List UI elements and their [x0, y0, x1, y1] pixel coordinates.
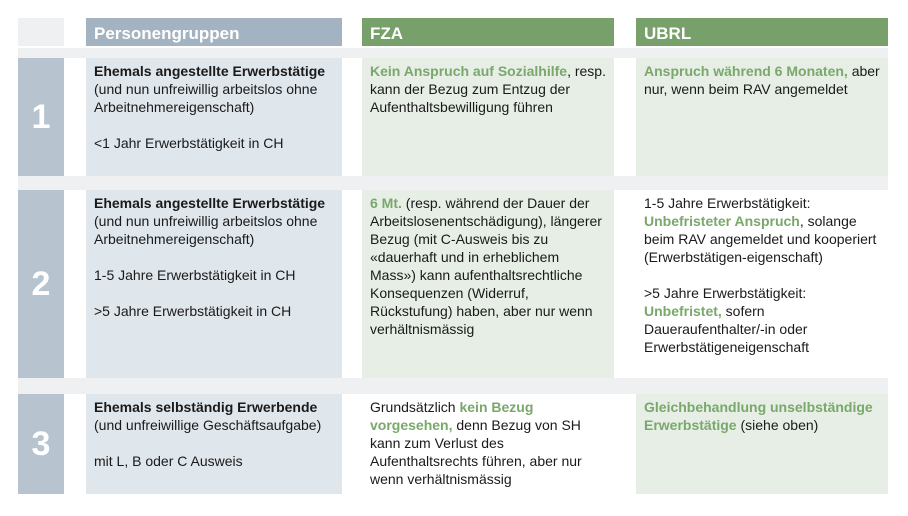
row-number: 3	[18, 394, 64, 494]
ubrl-highlight: Unbefristet,	[644, 303, 722, 319]
header-ubrl: UBRL	[636, 18, 888, 46]
group-cell	[86, 394, 342, 494]
group-extra: >5 Jahre Erwerbstätigkeit in CH	[94, 303, 292, 319]
fza-cell	[362, 58, 614, 176]
fza-pre: Grundsätzlich	[370, 399, 460, 415]
group-extra: mit L, B oder C Ausweis	[94, 453, 243, 469]
ubrl-text: (siehe oben)	[736, 417, 819, 433]
fza-text: , resp. kann der Bezug zum Entzug der Aufenthaltsbewilligung führen	[370, 63, 606, 115]
ubrl-highlight: Anspruch während 6 Monaten,	[644, 63, 848, 79]
fza-highlight: Kein Anspruch auf Sozialhilfe	[370, 63, 568, 79]
fza-highlight: kein Bezug vorgesehen,	[370, 399, 534, 433]
fza-highlight: 6 Mt.	[370, 195, 402, 211]
ubrl-highlight: Gleichbehandlung unselbständige Erwerbstätige	[644, 399, 873, 433]
fza-cell	[362, 190, 614, 378]
row-gap	[18, 176, 888, 190]
group-cell	[86, 58, 342, 176]
row-gap	[18, 48, 888, 58]
group-title: Ehemals selbständig Erwerbende	[94, 399, 318, 415]
ubrl-text: sofern Daueraufenthalter/-in oder Erwerbstätigeneigenschaft	[644, 303, 809, 355]
group-title: Ehemals angestellte Erwerbstätige	[94, 63, 326, 79]
row-number: 2	[18, 190, 64, 378]
ubrl-text: , solange beim RAV angemeldet und kooperiert (Erwerbstätigen-eigenschaft)	[644, 213, 877, 265]
ubrl-cell	[636, 394, 888, 494]
group-detail: (und unfreiwillige Geschäftsaufgabe)	[94, 417, 322, 433]
ubrl-highlight: Unbefristeter Anspruch	[644, 213, 800, 229]
ubrl-cell	[636, 190, 888, 378]
ubrl-cell	[636, 58, 888, 176]
ubrl-text: aber nur, wenn beim RAV angemeldet	[644, 63, 880, 97]
group-title: Ehemals angestellte Erwerbstätige	[94, 195, 326, 211]
fza-text: (resp. während der Dauer der Arbeitslosenentschädigung), längerer Bezug (mit C-Ausweis bis zu «dauerhaft und in erheblichem Mass») kann aufenthaltsrechtliche Konsequenzen (Widerruf, Rückstufung) haben, aber nur wenn verhältnismässig	[370, 195, 602, 337]
group-detail: (und nun unfreiwillig arbeitslos ohne Arbeitnehmereigenschaft)	[94, 213, 318, 247]
row-number: 1	[18, 58, 64, 176]
group-extra: 1-5 Jahre Erwerbstätigkeit in CH	[94, 267, 296, 283]
group-cell	[86, 190, 342, 378]
header-corner	[18, 18, 64, 46]
header-fza: FZA	[362, 18, 614, 46]
row-gap	[18, 378, 888, 394]
group-detail: (und nun unfreiwillig arbeitslos ohne Arbeitnehmereigenschaft)	[94, 81, 318, 115]
fza-cell	[362, 394, 614, 494]
fza-text: denn Bezug von SH kann zum Verlust des Aufenthaltsrechts führen, aber nur wenn verhältnismässig	[370, 417, 582, 487]
ubrl-pre: 1-5 Jahre Erwerbstätigkeit:	[644, 195, 811, 211]
header-personengruppen: Personengruppen	[86, 18, 342, 46]
ubrl-pre: >5 Jahre Erwerbstätigkeit:	[644, 285, 807, 301]
group-extra: <1 Jahr Erwerbstätigkeit in CH	[94, 135, 284, 151]
